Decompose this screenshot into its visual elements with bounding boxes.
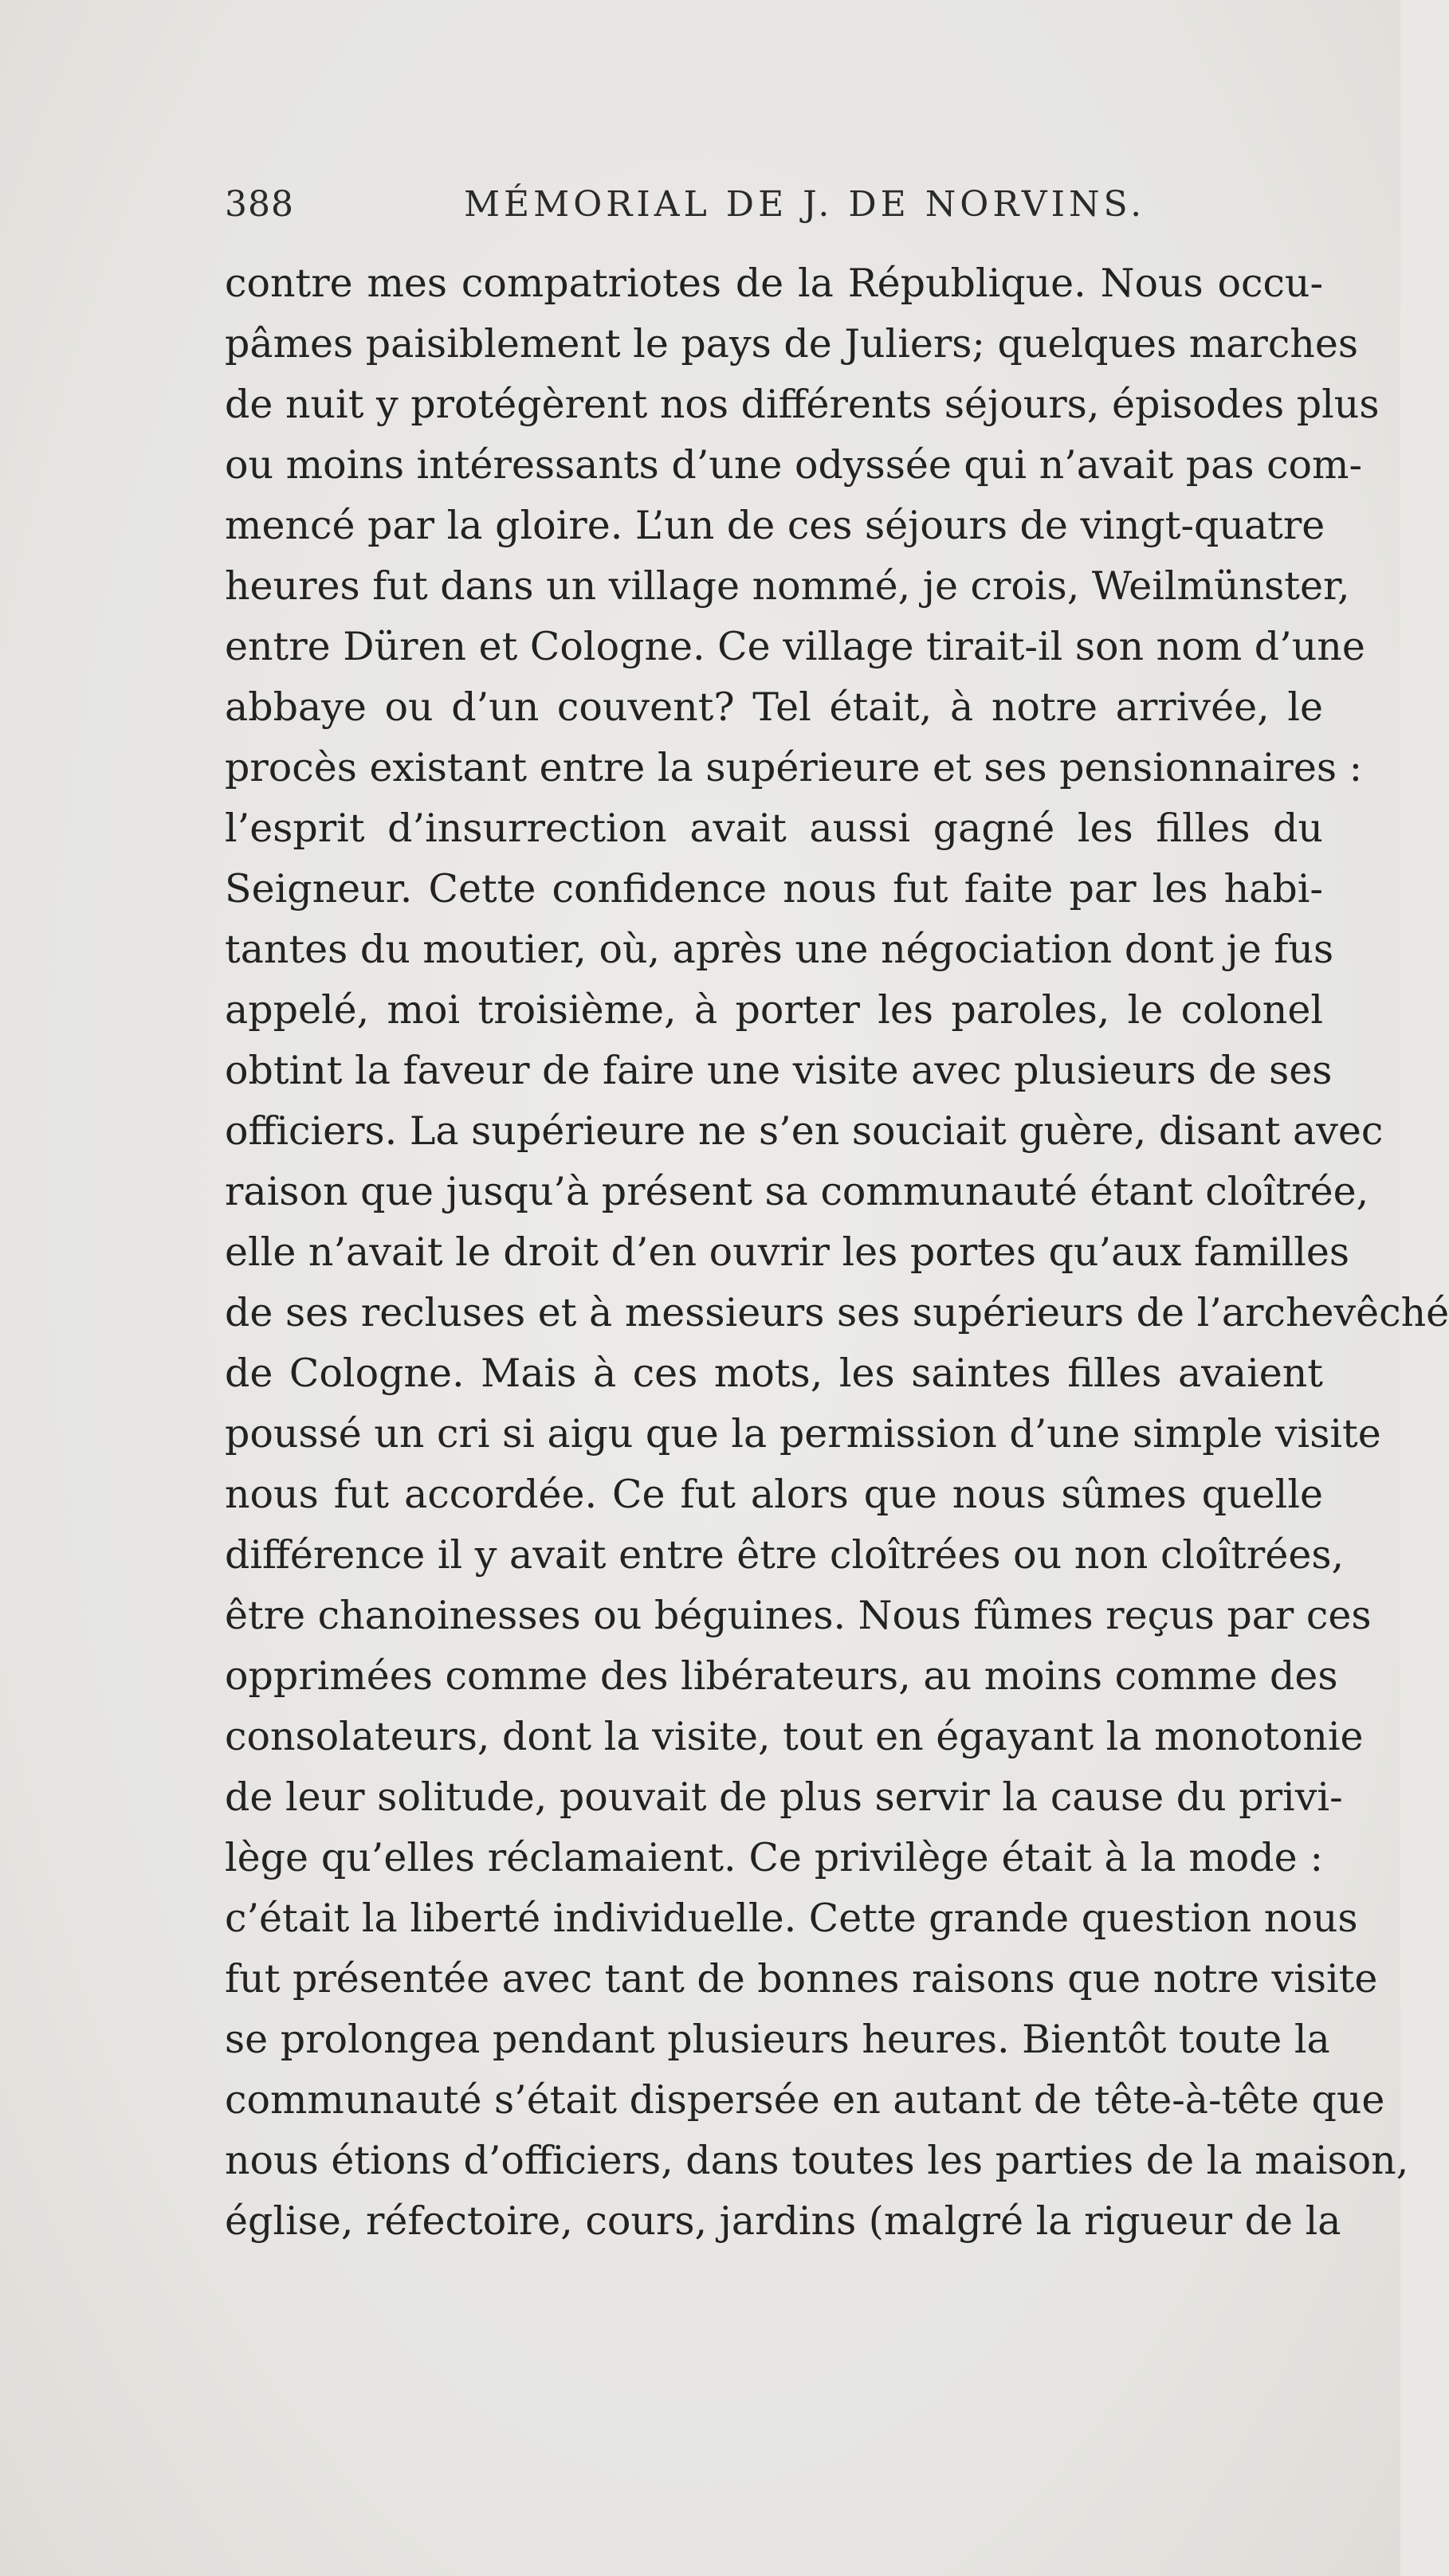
running-title: MÉMORIAL DE J. DE NORVINS.	[464, 184, 1146, 225]
text-line: différence il y avait entre être cloîtrées ou non cloîtrées,	[225, 1532, 1345, 1578]
text-line: appelé, moi troisième, à porter les paroles, le colonel	[225, 987, 1323, 1033]
text-line: poussé un cri si aigu que la permission d’une simple visite	[225, 1411, 1381, 1457]
text-line: opprimées comme des libérateurs, au moins comme des	[225, 1653, 1338, 1699]
text-line: Seigneur. Cette confidence nous fut faite par les habi-	[225, 866, 1323, 912]
text-line: heures fut dans un village nommé, je crois, Weilmünster,	[225, 563, 1350, 609]
text-line: nous fut accordée. Ce fut alors que nous sûmes quelle	[225, 1472, 1323, 1517]
text-line: lège qu’elles réclamaient. Ce privilège était à la mode :	[225, 1835, 1323, 1880]
text-line: mencé par la gloire. L’un de ces séjours de vingt-quatre	[225, 503, 1325, 548]
text-line: elle n’avait le droit d’en ouvrir les portes qu’aux familles	[225, 1229, 1350, 1275]
body-text	[225, 253, 1449, 2252]
page-header	[225, 177, 1323, 233]
text-line: fut présentée avec tant de bonnes raisons que notre visite	[225, 1956, 1378, 2002]
text-line: de ses recluses et à messieurs ses supérieurs de l’archevêché	[225, 1290, 1449, 1335]
text-line: communauté s’était dispersée en autant de tête-à-tête que	[225, 2077, 1385, 2123]
text-line: de nuit y protégèrent nos différents séjours, épisodes plus	[225, 382, 1380, 427]
text-line: l’esprit d’insurrection avait aussi gagné les filles du	[225, 806, 1323, 851]
text-line: de Cologne. Mais à ces mots, les saintes filles avaient	[225, 1351, 1323, 1396]
page-number: 388	[225, 184, 294, 225]
text-line: se prolongea pendant plusieurs heures. Bientôt toute la	[225, 2017, 1330, 2062]
text-line: officiers. La supérieure ne s’en souciait guère, disant avec	[225, 1108, 1384, 1154]
text-line: procès existant entre la supérieure et ses pensionnaires :	[225, 745, 1363, 790]
text-line: pâmes paisiblement le pays de Juliers; quelques marches	[225, 321, 1359, 367]
text-line: raison que jusqu’à présent sa communauté étant cloîtrée,	[225, 1169, 1369, 1214]
text-line: nous étions d’officiers, dans toutes les parties de la maison,	[225, 2138, 1409, 2183]
text-line: consolateurs, dont la visite, tout en égayant la monotonie	[225, 1714, 1364, 1759]
text-line: de leur solitude, pouvait de plus servir la cause du privi-	[225, 1774, 1343, 1820]
text-line: obtint la faveur de faire une visite avec plusieurs de ses	[225, 1048, 1333, 1093]
text-line: église, réfectoire, cours, jardins (malgré la rigueur de la	[225, 2198, 1341, 2244]
text-line: être chanoinesses ou béguines. Nous fûmes reçus par ces	[225, 1593, 1372, 1638]
text-line: abbaye ou d’un couvent? Tel était, à notre arrivée, le	[225, 684, 1323, 730]
text-line: contre mes compatriotes de la République. Nous occu-	[225, 261, 1323, 306]
text-line: ou moins intéressants d’une odyssée qui n’avait pas com-	[225, 442, 1363, 488]
text-line: entre Düren et Cologne. Ce village tirait-il son nom d’une	[225, 624, 1365, 669]
text-line: tantes du moutier, où, après une négociation dont je fus	[225, 927, 1334, 972]
text-line: c’était la liberté individuelle. Cette grande question nous	[225, 1896, 1358, 1941]
